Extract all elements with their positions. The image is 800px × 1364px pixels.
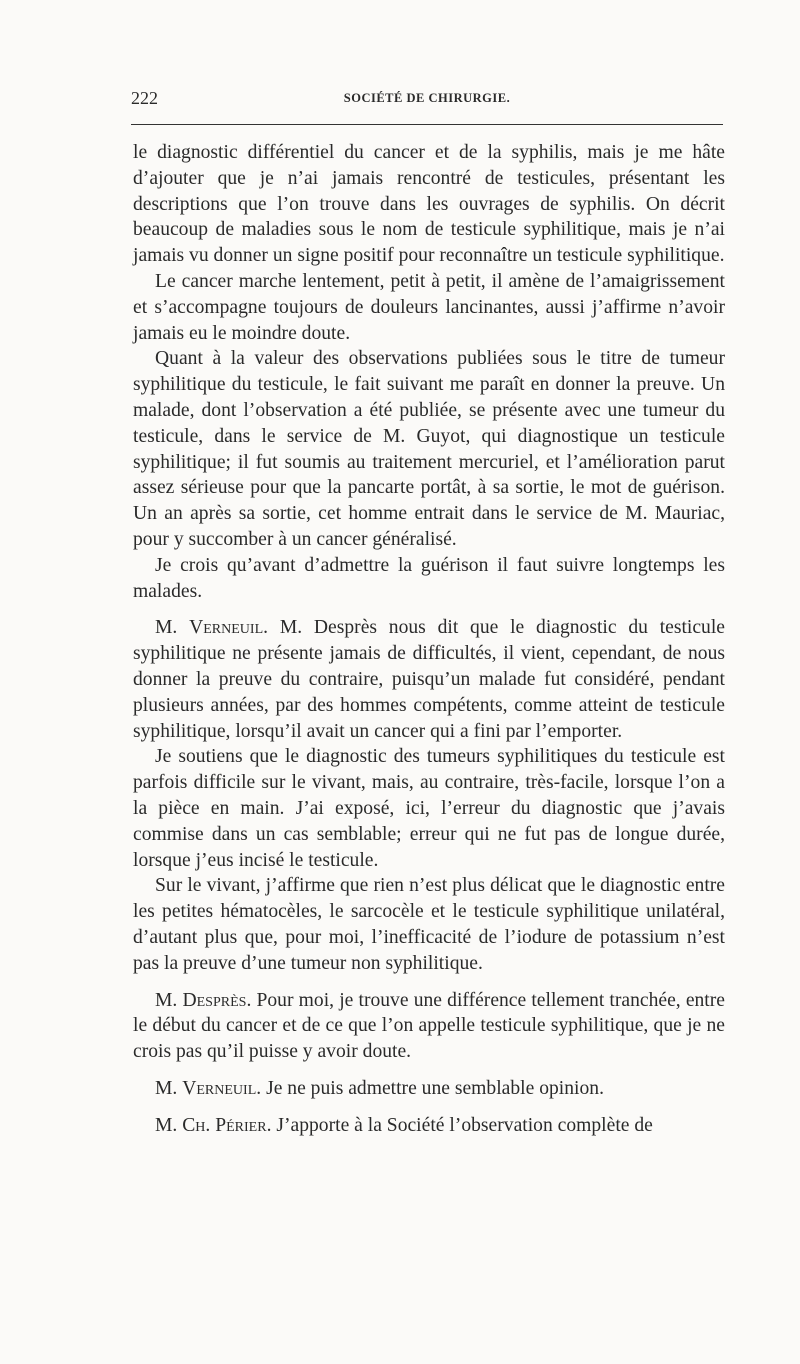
speaker-name: Desprès [182,989,247,1011]
speech-despres [133,988,725,1065]
speaker-name: Verneuil [189,617,264,639]
speech-text: . J’apporte à la Société l’observation complète de [266,1114,653,1136]
speaker-prefix: M. [155,989,183,1011]
running-title: SOCIÉTÉ DE CHIRURGIE. [343,91,511,105]
speech-perier [133,1113,725,1139]
page-header [131,88,723,112]
speech-verneuil [133,615,725,744]
speech-text: . Pour moi, je trouve une différence tellement tranchée, entre le début du cancer et de ce que l’on appelle testicule syphilitique, que je ne crois pas qu’il puisse y avoir doute. [133,989,725,1063]
speaker-prefix: M. [155,1077,183,1099]
body-text [133,140,725,1138]
paragraph: Je soutiens que le diagnostic des tumeurs syphilitiques du testicule est parfois difficile sur le vivant, mais, au contraire, très-facile, lorsque l’on a la pièce en main. J’ai exposé, ici, l’erreur du diagnostic que j’avais commise dans un cas semblable; erreur qui ne fut pas de longue durée, lorsque j’eus incisé le testicule. [133,746,725,871]
paragraph-continuation: le diagnostic différentiel du cancer et de la syphilis, mais je me hâte d’ajouter que je n’ai jamais rencontré de testicules, présentant les descriptions que l’on trouve dans les ouvrages de syphilis. On décrit beaucoup de maladies sous le nom de testicule syphilitique, mais je n’ai jamais vu donner un signe positif pour reconnaître un testicule syphilitique. [133,142,725,267]
speaker-name: Verneuil [182,1077,257,1099]
speaker-prefix: M. [155,617,190,639]
speaker-prefix: M. [155,1114,183,1136]
paragraph: Je crois qu’avant d’admettre la guérison il faut suivre longtemps les malades. [133,554,725,602]
speech-verneuil-2 [133,1076,725,1102]
paragraph: Sur le vivant, j’affirme que rien n’est plus délicat que le diagnostic entre les petites hématocèles, le sarcocèle et le testicule syphilitique unilatéral, d’autant plus que, pour moi, l’inefficacité de l’iodure de potassium n’est pas la preuve d’une tumeur non syphilitique. [133,875,725,974]
page-number: 222 [131,88,158,108]
paragraph: Quant à la valeur des observations publiées sous le titre de tumeur syphilitique du testicule, le fait suivant me paraît en donner la preuve. Un malade, dont l’observation a été publiée, se présente avec une tumeur du testicule, dans le service de M. Guyot, qui diagnostique un testicule syphilitique; il fut soumis au traitement mercuriel, et l’amélioration parut assez sérieuse pour que la pancarte portât, à sa sortie, le mot de guérison. Un an après sa sortie, cet homme entrait dans le service de M. Mauriac, pour y succomber à un cancer généralisé. [133,348,725,550]
paragraph: Le cancer marche lentement, petit à petit, il amène de l’amaigrissement et s’accompagne toujours de douleurs lancinantes, aussi j’affirme n’avoir jamais eu le moindre doute. [133,270,725,344]
speech-text: . Je ne puis admettre une semblable opinion. [256,1077,604,1099]
header-rule [131,124,723,125]
speech-text: . M. Desprès nous dit que le diagnostic du testicule syphilitique ne présente jamais de difficultés, il vient, cependant, de nous donner la preuve du contraire, puisqu’un malade fut considéré, pendant plusieurs années, par des hommes compétents, comme atteint de testicule syphilitique, lorsqu’il avait un cancer qui a fini par l’emporter. [133,617,725,742]
speaker-name: Ch. Périer [182,1114,267,1136]
